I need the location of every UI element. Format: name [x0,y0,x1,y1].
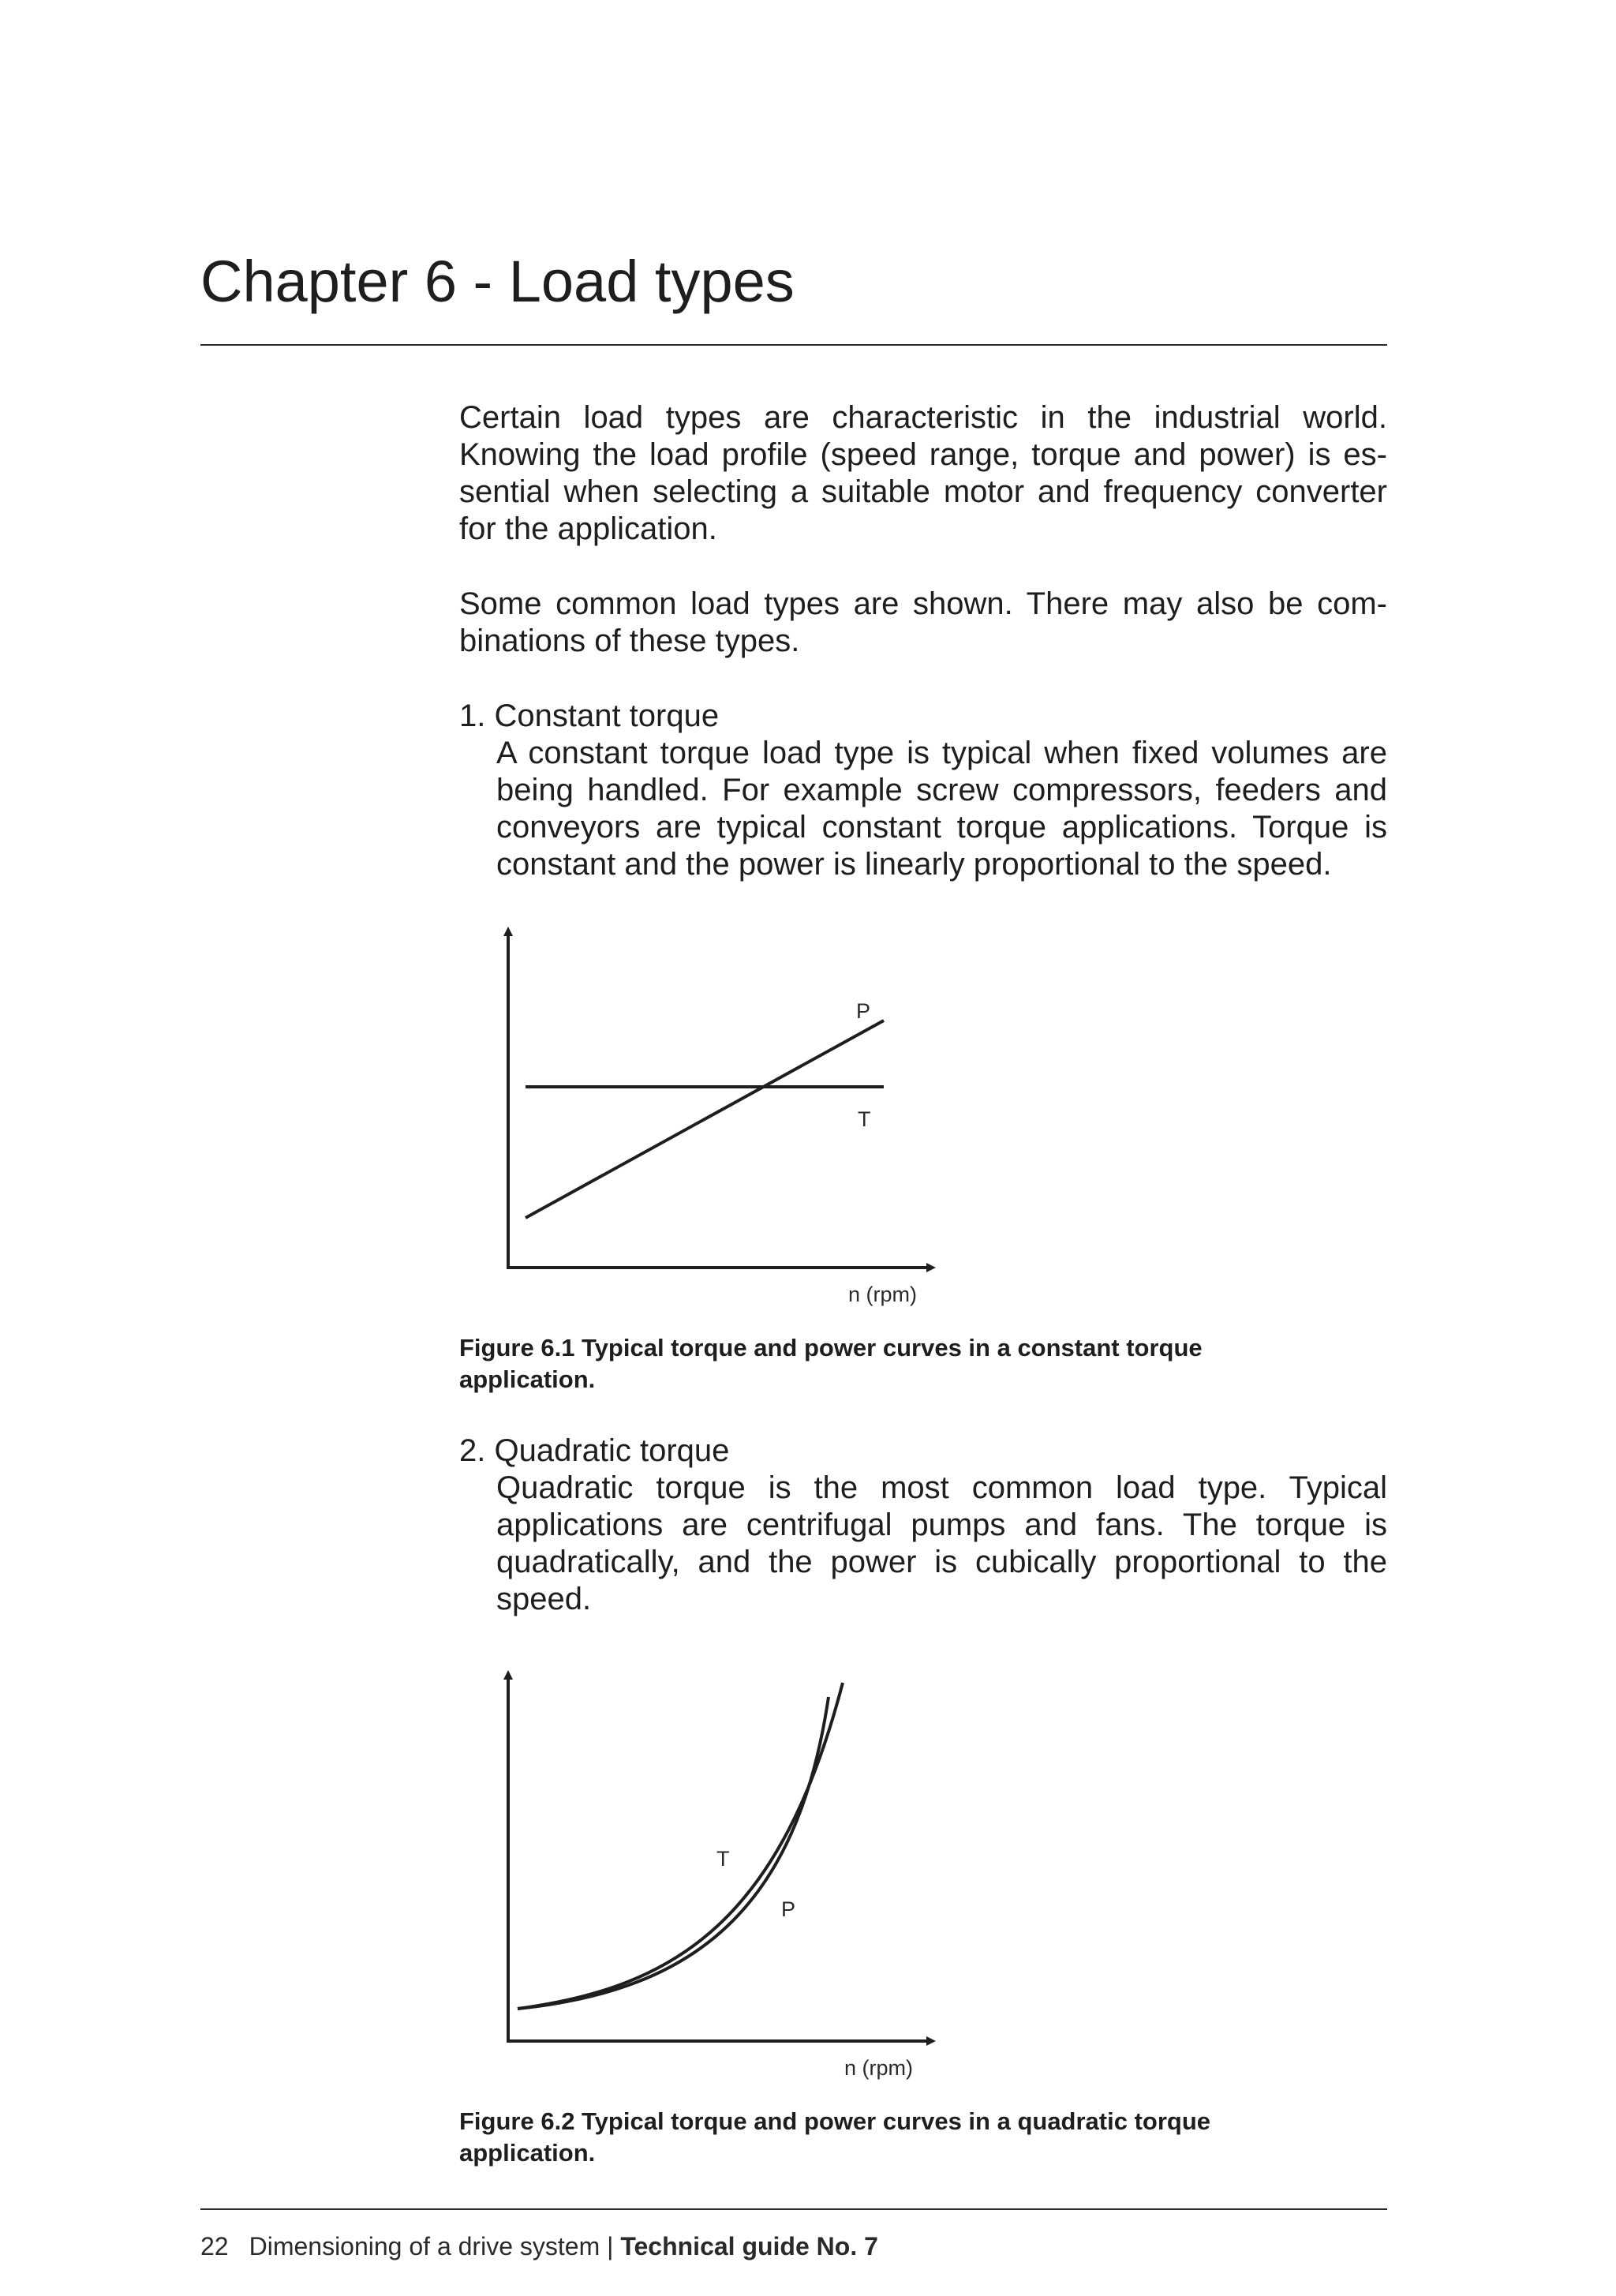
power-curve-label: P [856,999,871,1023]
constant-torque-description: A constant torque load type is typical when fixed volumes are being handled. For example screw compressors, feeders and conveyors are typical constant torque applications. Torque is constant and the power is linearly proportional to the speed. [496,736,1387,882]
quadratic-torque-description: Quadratic torque is the most common load type. Typical applications are centrifugal pumps and fans. The torque is quadratically, and the power is cubically proportional to the speed. [496,1470,1387,1616]
page-footer [200,2230,878,2262]
figure-6-2-caption: Figure 6.2 Typical torque and power curves in a quadratic torque application. [459,2107,1211,2167]
chapter-title: Chapter 6 - Load types [200,249,795,314]
x-axis-label: n (rpm) [844,2056,913,2080]
power-curve [518,1697,829,2009]
footer-section: Dimensioning of a drive system [249,2232,600,2260]
intro-paragraph-2: Some common load types are shown. There may also be com-binations of these types. [459,586,1387,658]
figure-6-1-caption: Figure 6.1 Typical torque and power curves in a constant torque application. [459,1334,1203,1393]
figure-6-2-diagram [473,1665,947,2084]
page-number: 22 [200,2232,229,2260]
x-axis-label: n (rpm) [848,1283,917,1306]
quadratic-torque-heading: 2. Quadratic torque [459,1433,730,1468]
footer-separator: | [607,2232,614,2260]
power-curve-label: P [781,1897,796,1921]
footer-rule [200,2208,1387,2210]
figure-6-1-diagram [473,916,947,1318]
footer-guide-title: Technical guide No. 7 [620,2232,878,2260]
torque-curve-label: T [716,1847,730,1871]
header-rule [200,344,1387,346]
torque-curve-label: T [858,1107,871,1131]
power-curve [526,1021,884,1218]
intro-paragraph-1: Certain load types are characteristic in the industrial world. Knowing the load profile (speed range, torque and power) is es-sential when selecting a suitable motor and frequency converter for the application. [459,400,1387,546]
constant-torque-heading: 1. Constant torque [459,699,720,733]
